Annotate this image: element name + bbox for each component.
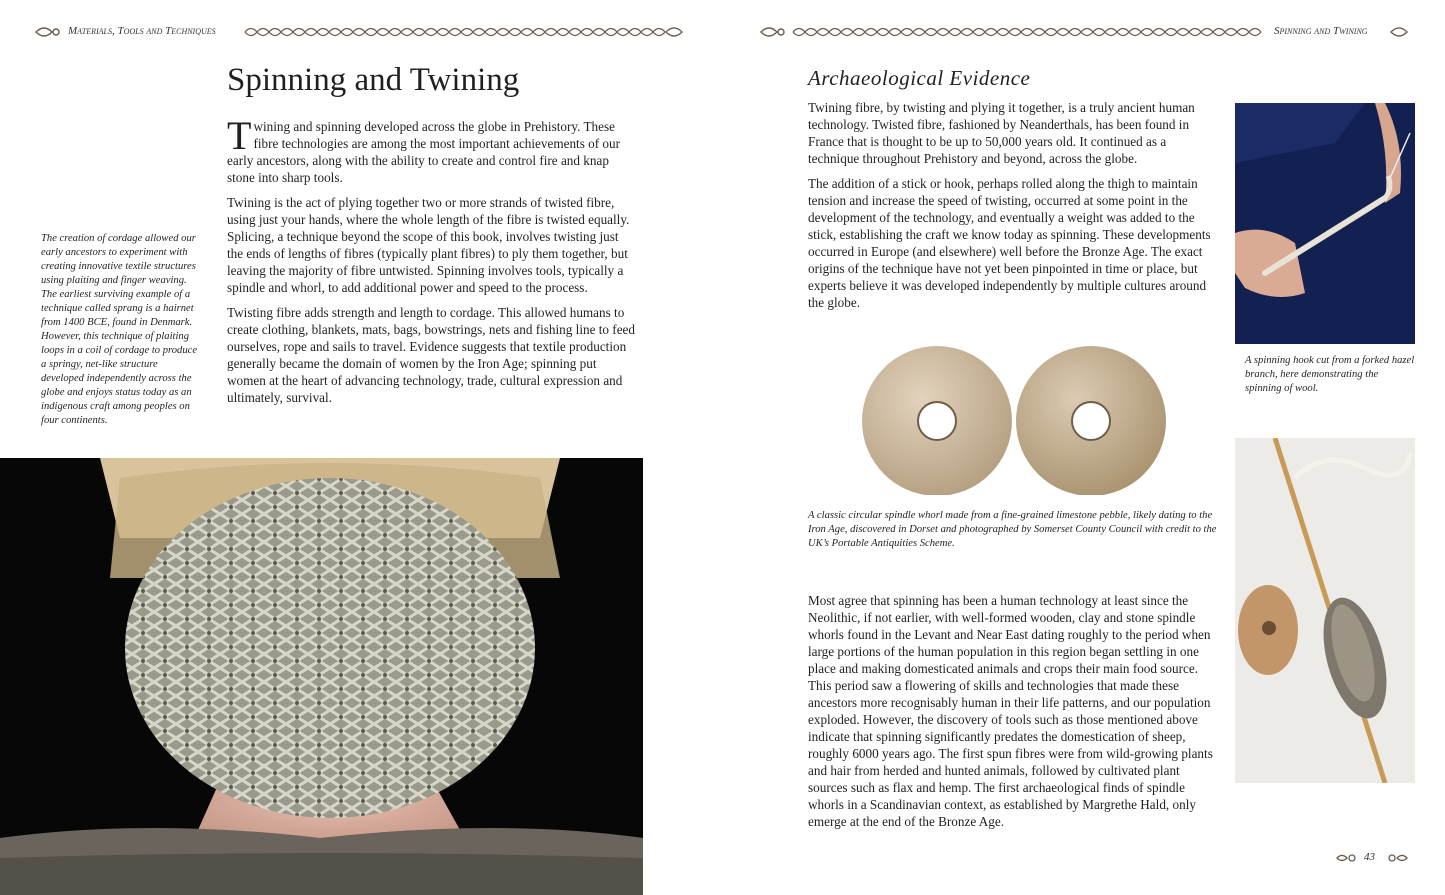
- folio-ornament-left: [1335, 852, 1357, 864]
- page-title: Spinning and Twining: [227, 62, 520, 98]
- body-paragraph: Most agree that spinning has been a human technology at least since the Neolithic, if not earlier, with well-formed wooden, clay and stone spindle whorls found in the Levant and Near East dating roughly to the period when large portions of the human population in this region began settling in one place and making domesticated animals and crops their main food source. This period saw a flowering of skills and technologies that made these ancestors more recognisably human in their life patterns, and our population exploded. However, the discovery of tools such as those mentioned above indicate that spinning significantly predates the domestication of sheep, roughly 6000 years ago. The first spun fibres were from wild-growing plants and hair from herded and hunted animals, followed by cultivated plant sources such as flax and hemp. The first archaeological finds of spindle whorls in a Scandinavian context, as established by Margrethe Hald, only emerge at the end of the Bronze Age.: [808, 593, 1213, 829]
- drop-cap: T: [227, 113, 252, 158]
- right-body-bottom: [808, 592, 1218, 838]
- body-paragraph: The addition of a stick or hook, perhaps rolled along the thigh to maintain tension and increase the speed of twisting, occurred at some point in the development of the technology, and eventually a weight was added to the stick, establishing the craft we know today as spinning. These developments occurred in Europe (and elsewhere) well before the Bronze Age. The exact origins of the technique have not yet been pinpointed in time or place, but experts believe it was developed independently by multiple cultures around the globe.: [808, 176, 1211, 310]
- folio-ornament-right: [1387, 852, 1409, 864]
- page-number: 43: [1364, 851, 1375, 863]
- section-subtitle: Archaeological Evidence: [808, 66, 1031, 90]
- spindle-photo: [1235, 438, 1415, 783]
- sidebar-caption: The creation of cordage allowed our early ancestors to experiment with creating innovative textile structures using plaiting and finger weaving. The earliest surviving example of a technique called sprang is a hairnet from 1400 BCE, found in Denmark. However, this technique of plaiting loops in a coil of cordage to produce a springy, net-like structure developed independently across the globe and enjoys status today as an indigenous craft among peoples on four continents.: [41, 233, 198, 426]
- hairnet-photo: [0, 458, 643, 895]
- left-body: [227, 113, 635, 414]
- whorl-caption: A classic circular spindle whorl made from a fine-grained limestone pebble, likely dating to the Iron Age, discovered in Dorset and photographed by Somerset County Council with credit to the UK’s Portable Antiquities Scheme.: [808, 510, 1217, 549]
- spindle-whorl-photo: [855, 345, 1170, 495]
- running-head-left: Materials, Tools and Techniques: [68, 25, 216, 37]
- hook-caption: A spinning hook cut from a forked hazel branch, here demonstrating the spinning of wool.: [1245, 355, 1415, 394]
- body-paragraph: Twining fibre, by twisting and plying it together, is a truly ancient human technology. Twisted fibre, fashioned by Neanderthals, has been found in France that is thought to be up to 50,000 years old. It continued as a technique throughout Prehistory and beyond, across the globe.: [808, 100, 1195, 166]
- spinning-hook-photo: [1235, 103, 1415, 344]
- body-paragraph: Twisting fibre adds strength and length to cordage. This allowed humans to create clothing, blankets, mats, bags, bowstrings, nets and fishing line to feed ourselves, rope and sails to travel. Evidence suggests that textile production generally became the domain of women by the Iron Age; spinning put women at the heart of advancing technology, trade, cultural expression and ultimately, survival.: [227, 305, 635, 405]
- running-head-right: Spinning and Twining: [1271, 25, 1371, 37]
- right-body-top: [808, 99, 1218, 319]
- body-paragraph: Twining is the act of plying together two or more strands of twisted fibre, using just your hands, where the whole length of the fibre is twisted equally. Splicing, a technique beyond the scope of this book, involves twisting just the ends of lengths of fibres (typically plant fibres) to ply them together, but leaving the majority of fibre untwisted. Spinning involves tools, typically a spindle and whorl, to add additional power and speed to the process.: [227, 195, 630, 295]
- intro-paragraph: Twining and spinning developed across the globe in Prehistory. These fibre technologies are among the most important achievements of our early ancestors, along with the ability to create and control fire and knap stone into sharp tools.: [227, 113, 621, 185]
